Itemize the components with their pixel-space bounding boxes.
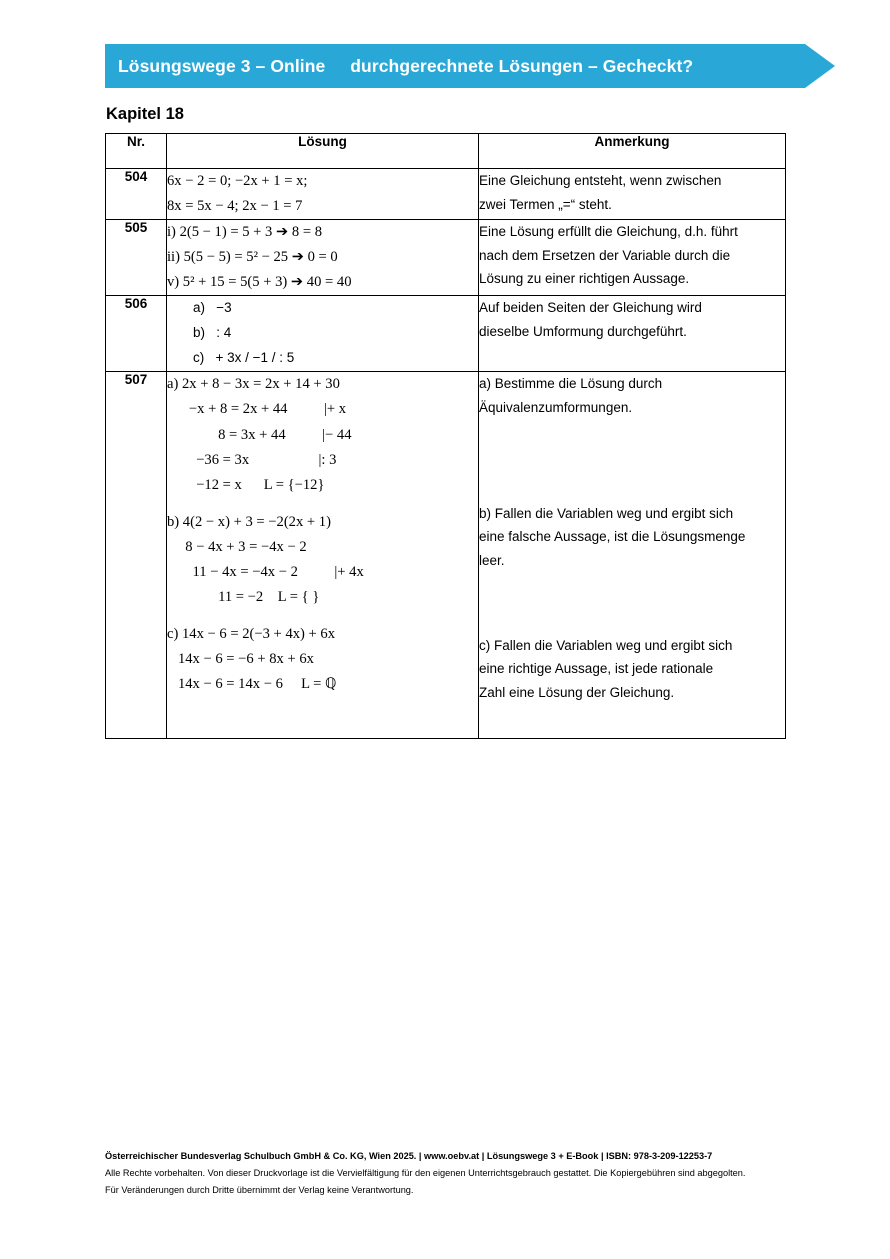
footer-line-disclaimer: Für Veränderungen durch Dritte übernimmt der Verlag keine Verantwortung. [105, 1185, 414, 1196]
solution-list [167, 296, 478, 371]
footer-line-rights: Alle Rechte vorbehalten. Von dieser Druckvorlage ist die Vervielfältigung für den eigenen Unterrichtsgebrauch gestattet. Die Kopiergebühren sind abgegolten. [105, 1168, 746, 1179]
note-line: b) Fallen die Variablen weg und ergibt sich [479, 505, 734, 521]
banner-title-part2 [325, 56, 350, 77]
solution-line: 8 = 3x + 44 |− 44 [167, 426, 352, 443]
row-number: 505 [106, 220, 167, 296]
solution-line: 14x − 6 = 14x − 6 L = ℚ [167, 676, 337, 693]
header-banner [105, 44, 835, 88]
row-note [479, 296, 786, 372]
list-item: b) : 4 [193, 325, 232, 341]
solution-line: v) 5² + 15 = 5(5 + 3) ➔ 40 = 40 [167, 274, 352, 291]
note-line: Äquivalenzumformungen. [479, 400, 633, 415]
row-number: 504 [106, 169, 167, 220]
column-header-anmerkung: Anmerkung [479, 134, 786, 169]
column-header-nr: Nr. [106, 134, 167, 169]
table-row [106, 169, 786, 220]
spacer [479, 481, 785, 502]
solution-line: 14x − 6 = −6 + 8x + 6x [167, 651, 314, 668]
note-line: eine falsche Aussage, ist die Lösungsmenge [479, 529, 746, 545]
note-line: Eine Gleichung entsteht, wenn zwischen [479, 173, 722, 188]
spacer [167, 498, 478, 510]
row-solution [167, 169, 479, 220]
solution-line: 11 = −2 L = { } [167, 589, 320, 606]
table-row [106, 220, 786, 296]
row-number: 506 [106, 296, 167, 372]
solution-line: 11 − 4x = −4x − 2 |+ 4x [167, 564, 364, 581]
row-note [479, 220, 786, 296]
list-item: c) + 3x / −1 / : 5 [193, 350, 295, 366]
solution-line: c) 14x − 6 = 2(−3 + 4x) + 6x [167, 626, 336, 643]
table-row [106, 372, 786, 738]
note-line: Auf beiden Seiten der Gleichung wird [479, 300, 702, 316]
spacer [479, 460, 785, 481]
row-solution [167, 296, 479, 372]
footer-line-copyright: Österreichischer Bundesverlag Schulbuch GmbH & Co. KG, Wien 2025. | www.oebv.at | Lösungswege 3 + E-Book | ISBN: 978-3-209-12253-7 [105, 1151, 713, 1161]
solution-line: −12 = x L = {−12} [167, 476, 325, 493]
note-line: Lösung zu einer richtigen Aussage. [479, 271, 690, 287]
note-line: Zahl eine Lösung der Gleichung. [479, 684, 675, 700]
solution-line: 8 − 4x + 3 = −4x − 2 [167, 538, 307, 555]
solution-line: 6x − 2 = 0; −2x + 1 = x; [167, 173, 308, 189]
banner-title-part1: Lösungswege 3 – Online [118, 55, 326, 76]
solution-line: −x + 8 = 2x + 44 |+ x [167, 401, 347, 418]
banner-title [105, 44, 805, 88]
page-footer [105, 1148, 805, 1199]
row-solution [167, 372, 479, 738]
chapter-title: Kapitel 18 [106, 105, 184, 123]
table-header-row [106, 134, 786, 169]
spacer [479, 613, 785, 634]
solution-line: a) 2x + 8 − 3x = 2x + 14 + 30 [167, 376, 340, 393]
note-line: zwei Termen „=“ steht. [479, 196, 612, 212]
solution-line: b) 4(2 − x) + 3 = −2(2x + 1) [167, 513, 331, 530]
banner-title-part2-text: durchgerechnete Lösungen – Gecheckt? [350, 55, 694, 76]
note-line: dieselbe Umformung durchgeführt. [479, 324, 687, 340]
note-line: nach dem Ersetzen der Variable durch die [479, 247, 731, 263]
table-row [106, 296, 786, 372]
note-line: a) Bestimme die Lösung durch [479, 376, 663, 392]
row-number: 507 [106, 372, 167, 738]
note-line: c) Fallen die Variablen weg und ergibt sich [479, 637, 733, 653]
row-note [479, 372, 786, 738]
spacer [479, 420, 785, 460]
note-line: Eine Lösung erfüllt die Gleichung, d.h. führt [479, 224, 738, 240]
solution-line: −36 = 3x |: 3 [167, 451, 337, 468]
row-solution [167, 220, 479, 296]
spacer [167, 610, 478, 622]
note-line: leer. [479, 552, 505, 568]
solutions-table [105, 133, 786, 739]
solution-line: ii) 5(5 − 5) = 5² − 25 ➔ 0 = 0 [167, 249, 338, 266]
column-header-loesung: Lösung [167, 134, 479, 169]
solution-line: 8x = 5x − 4; 2x − 1 = 7 [167, 198, 303, 215]
spacer [479, 573, 785, 613]
note-line: eine richtige Aussage, ist jede rationale [479, 661, 714, 677]
row-note [479, 169, 786, 220]
solution-line: i) 2(5 − 1) = 5 + 3 ➔ 8 = 8 [167, 224, 322, 241]
spacer [167, 698, 478, 738]
list-item: a) −3 [193, 300, 232, 316]
